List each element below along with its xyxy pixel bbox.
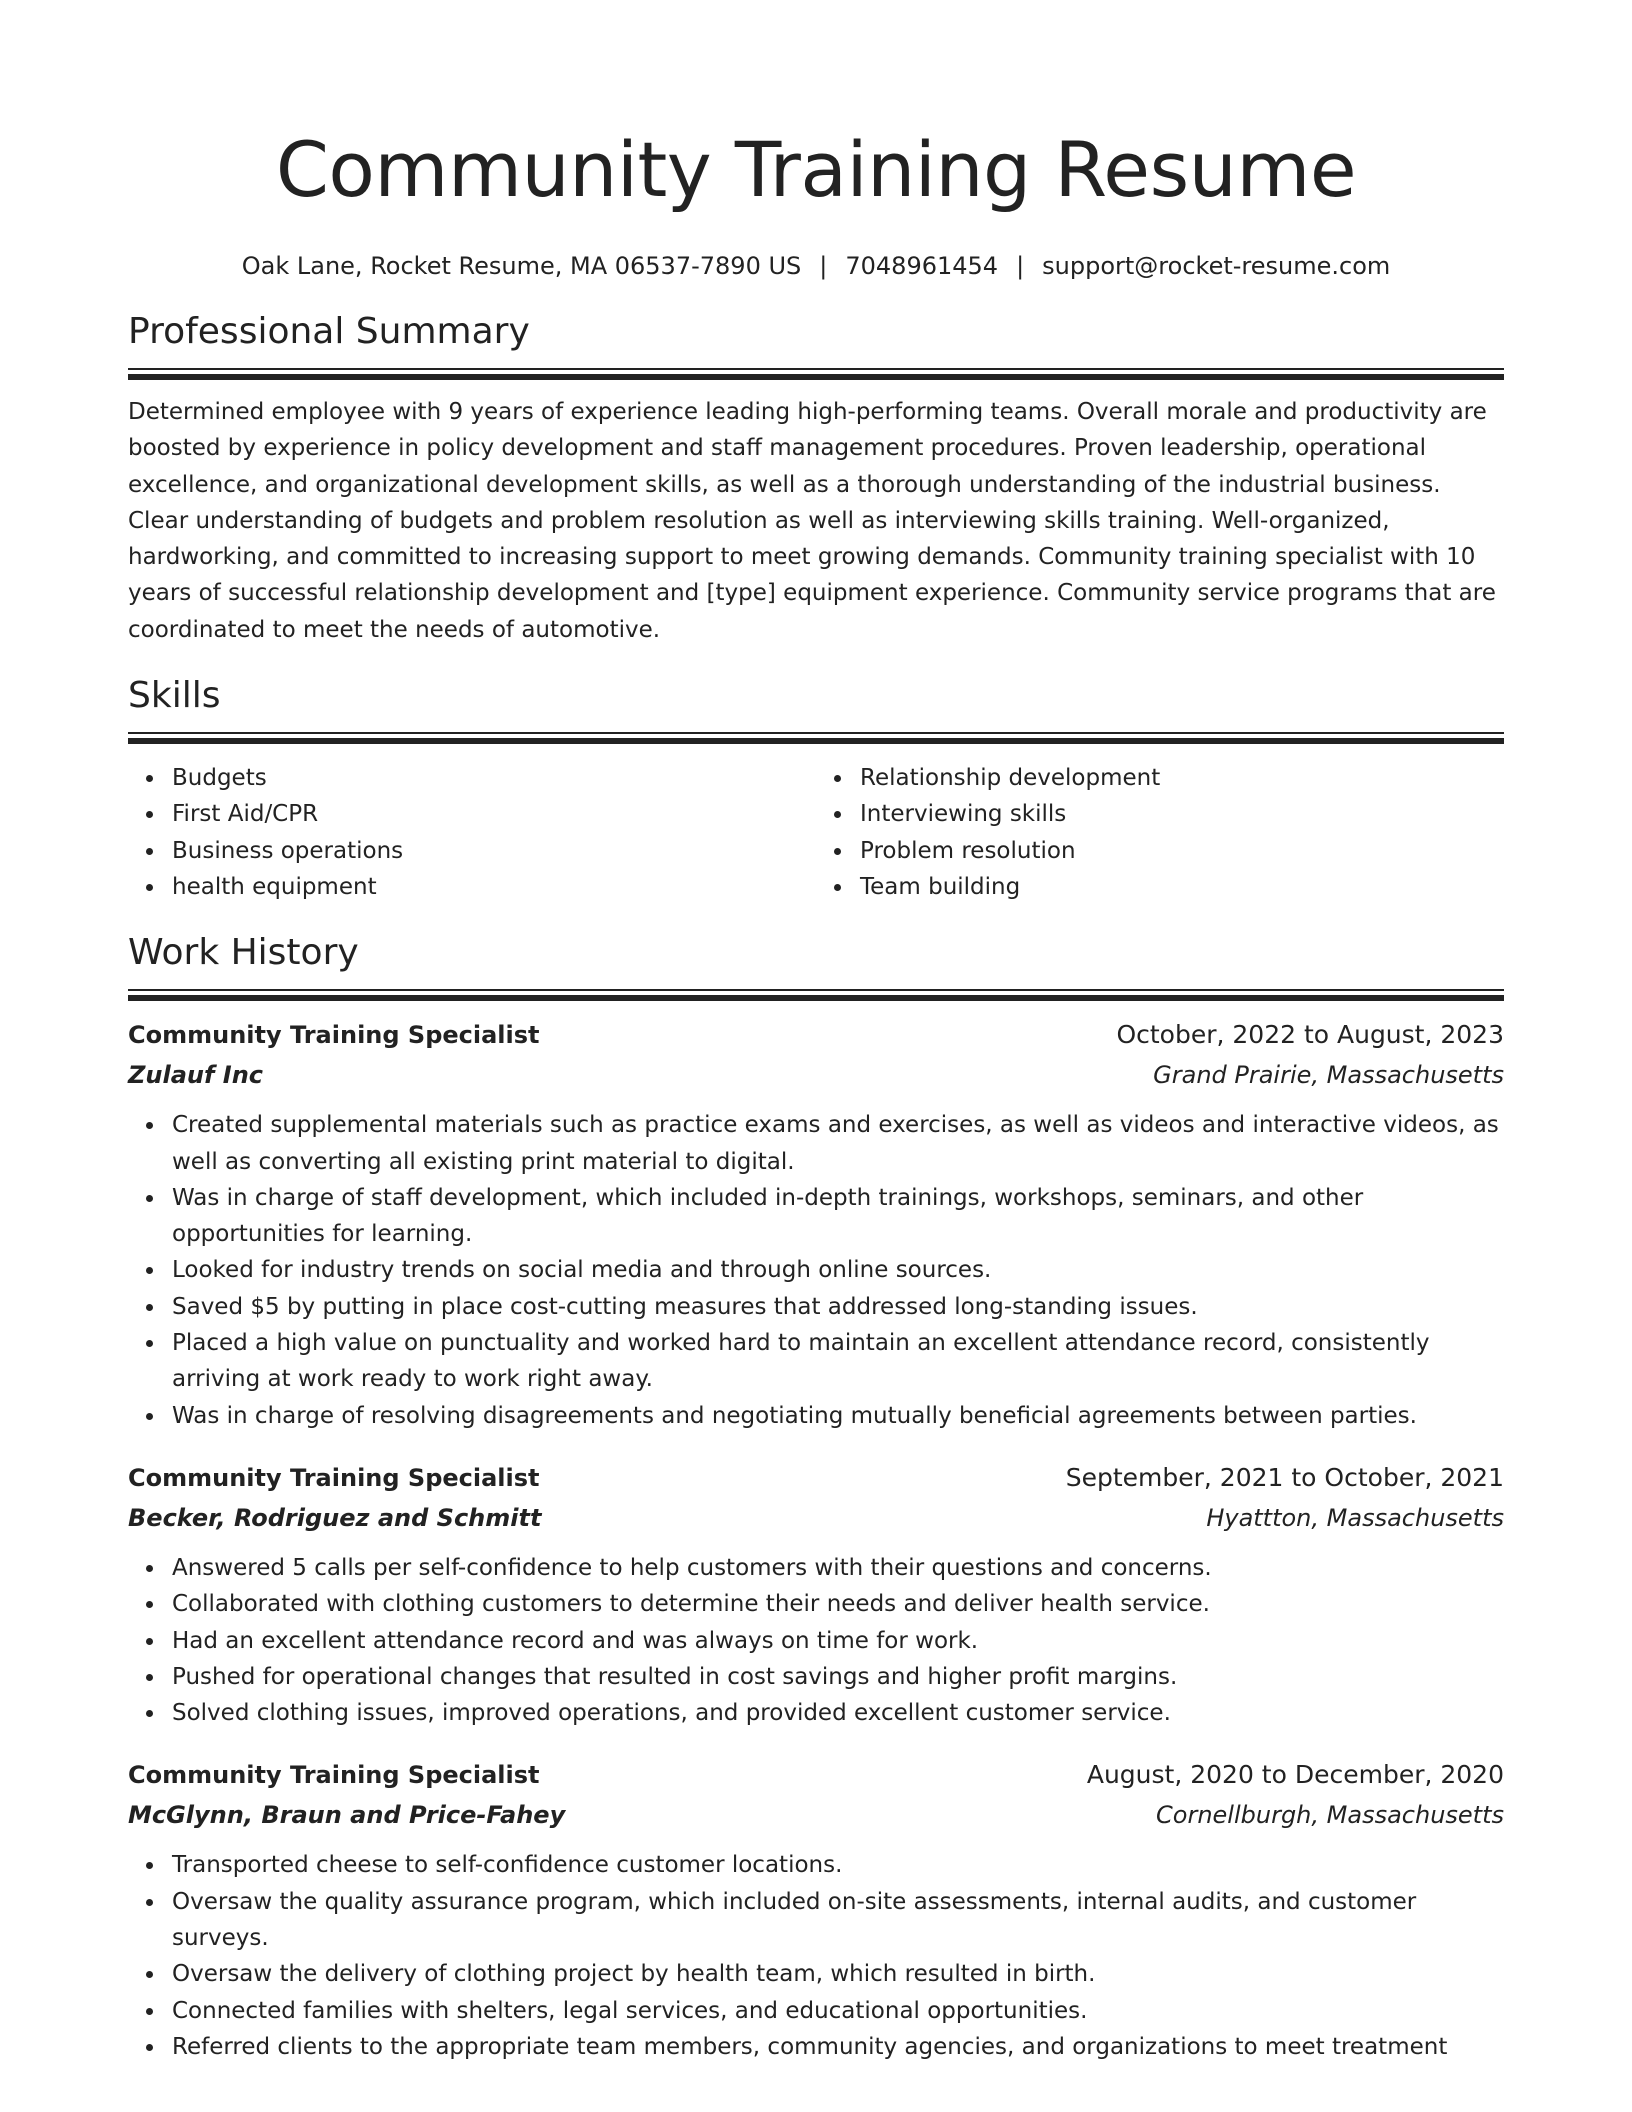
- job-location: Grand Prairie, Massachusetts: [1153, 1061, 1504, 1090]
- job-bullet: Answered 5 calls per self-confidence to help customers with their questions and concerns.: [172, 1550, 1504, 1586]
- job-bullet: Was in charge of resolving disagreements and negotiating mutually beneficial agreements between parties.: [172, 1398, 1504, 1434]
- job-subheader-row: [128, 1498, 1504, 1538]
- job-header-row: [128, 1458, 1504, 1498]
- skills-grid: [128, 760, 1504, 905]
- contact-line: [128, 252, 1504, 280]
- skill-item: Interviewing skills: [860, 796, 1504, 832]
- job-subheader-row: [128, 1055, 1504, 1095]
- job-title: Community Training Specialist: [128, 1021, 540, 1050]
- contact-separator: |: [1016, 252, 1025, 280]
- contact-separator: |: [819, 252, 828, 280]
- skill-item: Budgets: [172, 760, 816, 796]
- skills-column-left: [128, 760, 816, 905]
- job-bullets: [128, 1847, 1504, 2065]
- job-dates: October, 2022 to August, 2023: [1116, 1020, 1504, 1050]
- job-bullet: Connected families with shelters, legal services, and educational opportunities.: [172, 1993, 1504, 2029]
- job-location: Hyattton, Massachusetts: [1206, 1503, 1504, 1532]
- professional-summary-section: [128, 310, 1504, 648]
- job-bullet: Had an excellent attendance record and was always on time for work.: [172, 1623, 1504, 1659]
- job-bullet: Collaborated with clothing customers to determine their needs and deliver health service.: [172, 1586, 1504, 1622]
- section-divider: [128, 368, 1504, 380]
- job-company: Zulauf Inc: [128, 1061, 264, 1090]
- skill-item: Relationship development: [860, 760, 1504, 796]
- job-bullet: Was in charge of staff development, which included in-depth trainings, workshops, seminars, and other opportunities for learning.: [172, 1180, 1504, 1253]
- job-title: Community Training Specialist: [128, 1463, 540, 1492]
- job-entry: [128, 1015, 1504, 1434]
- job-company: Becker, Rodriguez and Schmitt: [128, 1503, 542, 1532]
- skills-section: [128, 674, 1504, 905]
- job-bullet: Transported cheese to self-confidence customer locations.: [172, 1847, 1504, 1883]
- section-heading-work-history: Work History: [128, 932, 359, 974]
- section-divider: [128, 732, 1504, 744]
- summary-paragraph: Determined employee with 9 years of experience leading high-performing teams. Overall morale and productivity are boosted by experience in policy development and staff management procedures. Proven leadership, operational excellence, and organizational development skills, as well as a thorough understanding of the industrial business. Clear understanding of budgets and problem resolution as well as interviewing skills training. Well-organized, hardworking, and committed to increasing support to meet growing demands. Community training specialist with 10 years of successful relationship development and [type] equipment experience. Community service programs that are coordinated to meet the needs of automotive.: [128, 399, 1496, 643]
- job-bullet: Saved $5 by putting in place cost-cutting measures that addressed long-standing issues.: [172, 1289, 1504, 1325]
- skills-column-right: [816, 760, 1504, 905]
- job-company: McGlynn, Braun and Price-Fahey: [128, 1801, 566, 1830]
- job-dates: August, 2020 to December, 2020: [1086, 1760, 1504, 1790]
- job-header-row: [128, 1015, 1504, 1055]
- section-heading-summary: Professional Summary: [128, 311, 530, 352]
- job-entry: [128, 1458, 1504, 1731]
- job-bullet: Referred clients to the appropriate team members, community agencies, and organizations to meet treatment: [172, 2029, 1504, 2065]
- skill-item: Business operations: [172, 833, 816, 869]
- contact-phone: 7048961454: [845, 252, 999, 280]
- work-history-section: [128, 931, 1504, 2065]
- job-title: Community Training Specialist: [128, 1761, 540, 1790]
- job-bullets: [128, 1107, 1504, 1434]
- resume-title: Community Training Resume: [275, 125, 1357, 214]
- job-bullet: Oversaw the delivery of clothing project by health team, which resulted in birth.: [172, 1956, 1504, 1992]
- job-bullet: Oversaw the quality assurance program, which included on-site assessments, internal audits, and customer surveys.: [172, 1884, 1504, 1957]
- skill-item: health equipment: [172, 869, 816, 905]
- job-bullet: Solved clothing issues, improved operations, and provided excellent customer service.: [172, 1695, 1504, 1731]
- job-location: Cornellburgh, Massachusetts: [1156, 1801, 1504, 1830]
- skill-item: Team building: [860, 869, 1504, 905]
- job-bullet: Looked for industry trends on social media and through online sources.: [172, 1252, 1504, 1288]
- job-dates: September, 2021 to October, 2021: [1065, 1462, 1504, 1492]
- job-bullet: Placed a high value on punctuality and worked hard to maintain an excellent attendance record, consistently arriving at work ready to work right away.: [172, 1325, 1504, 1398]
- job-bullet: Pushed for operational changes that resulted in cost savings and higher profit margins.: [172, 1659, 1504, 1695]
- job-bullet: Created supplemental materials such as practice exams and exercises, as well as videos and interactive videos, as well as converting all existing print material to digital.: [172, 1107, 1504, 1180]
- job-header-row: [128, 1755, 1504, 1795]
- section-divider: [128, 989, 1504, 1001]
- skill-item: First Aid/CPR: [172, 796, 816, 832]
- contact-address: Oak Lane, Rocket Resume, MA 06537-7890 US: [241, 252, 802, 280]
- contact-email: support@rocket-resume.com: [1042, 252, 1391, 280]
- skill-item: Problem resolution: [860, 833, 1504, 869]
- job-bullets: [128, 1550, 1504, 1731]
- job-entry: [128, 1755, 1504, 2065]
- job-subheader-row: [128, 1795, 1504, 1835]
- section-heading-skills: Skills: [128, 675, 221, 717]
